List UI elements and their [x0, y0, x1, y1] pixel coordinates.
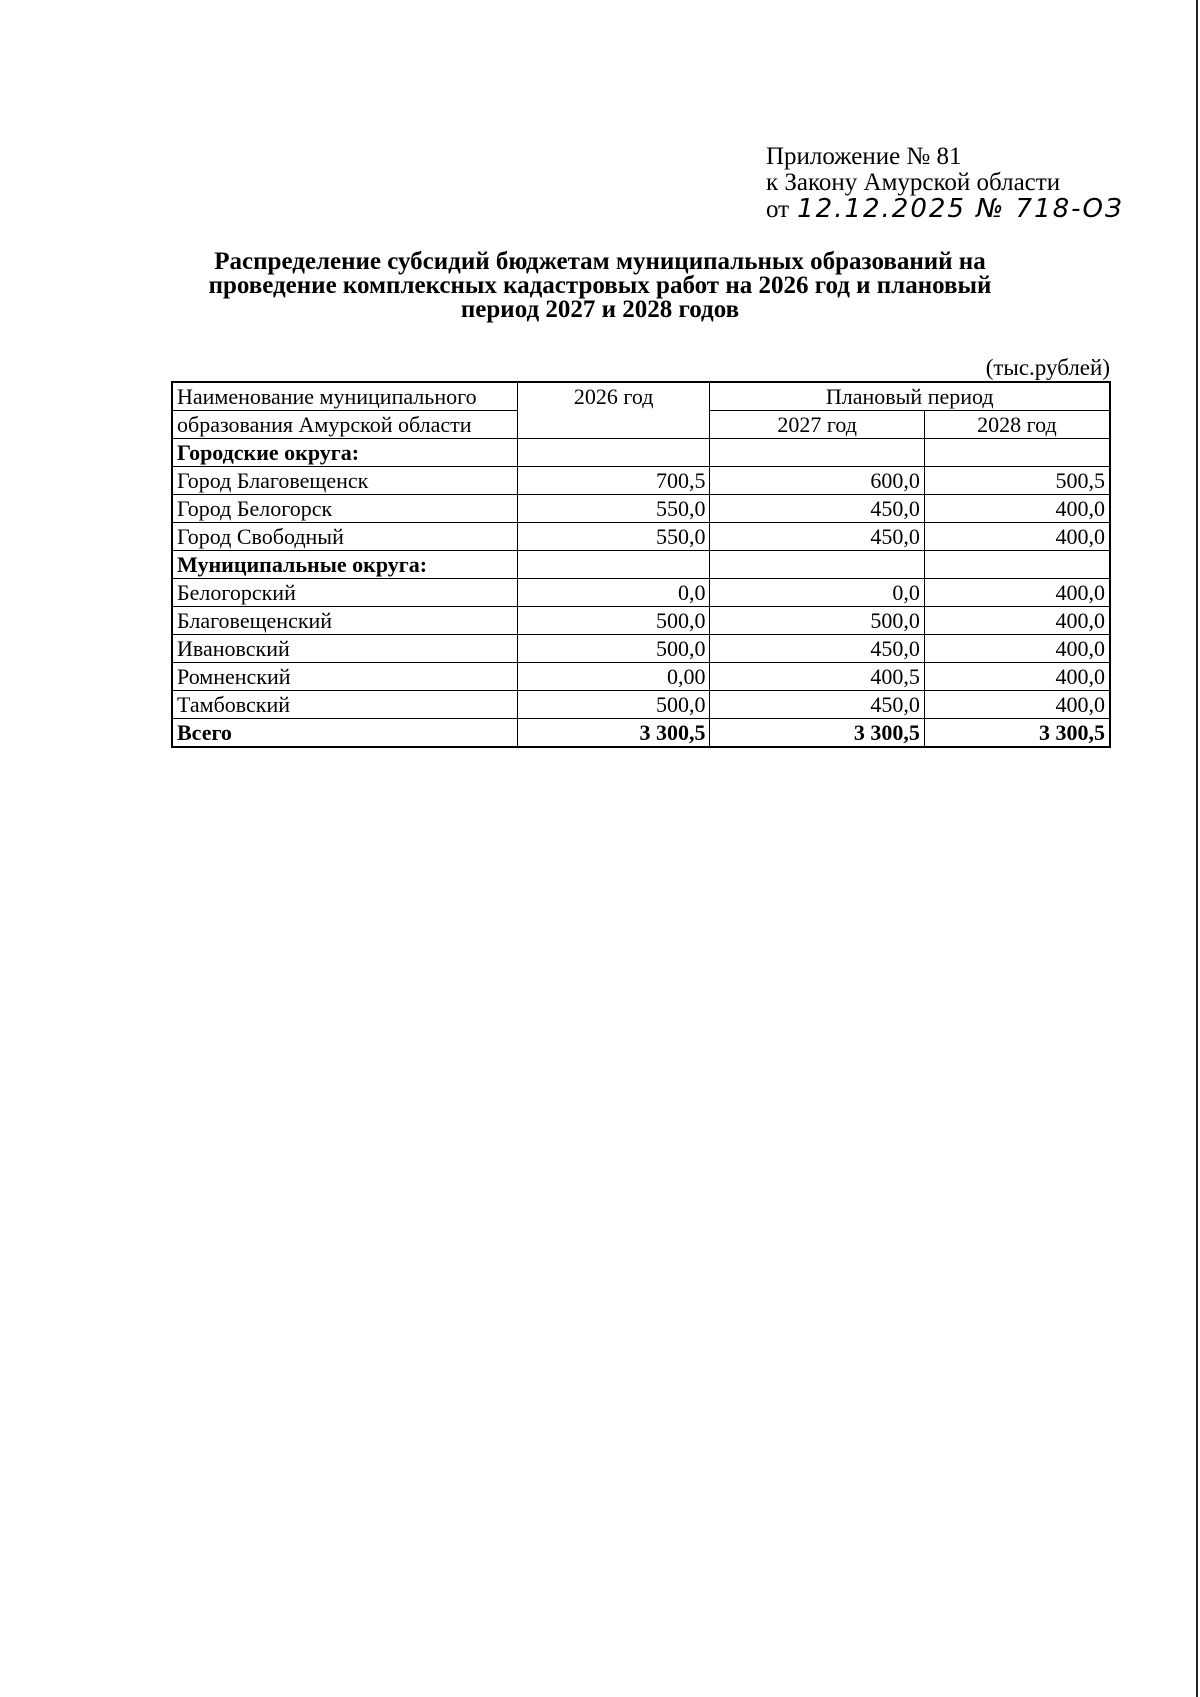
cell-name: Город Свободный	[172, 523, 517, 551]
table-row	[172, 691, 1110, 719]
table-row	[172, 663, 1110, 691]
appendix-date-prefix: от	[766, 196, 790, 223]
cell-2026: 500,0	[517, 691, 710, 719]
cell-2028: 400,0	[924, 523, 1110, 551]
cell-2026: 500,0	[517, 607, 710, 635]
cell-2028: 3 300,5	[924, 719, 1110, 748]
scan-edge-line	[1196, 0, 1198, 1697]
cell-2027: 450,0	[710, 495, 924, 523]
header-row-1	[172, 382, 1110, 411]
cell-name: Ромненский	[172, 663, 517, 691]
cell-name: Город Благовещенск	[172, 467, 517, 495]
cell-name: Городские округа:	[172, 439, 517, 467]
cell-2028: 400,0	[924, 635, 1110, 663]
cell-2028	[924, 439, 1110, 467]
section-row	[172, 551, 1110, 579]
appendix-date-line	[766, 196, 1124, 223]
table-row	[172, 523, 1110, 551]
appendix-block	[766, 144, 1124, 223]
cell-2028: 500,5	[924, 467, 1110, 495]
appendix-number: Приложение № 81	[766, 143, 962, 170]
cell-2028	[924, 551, 1110, 579]
cell-2027: 0,0	[710, 579, 924, 607]
cell-2027	[710, 439, 924, 467]
cell-name: Благовещенский	[172, 607, 517, 635]
cell-name: Тамбовский	[172, 691, 517, 719]
cell-name: Город Белогорск	[172, 495, 517, 523]
cell-2026: 700,5	[517, 467, 710, 495]
total-row	[172, 719, 1110, 748]
section-row	[172, 439, 1110, 467]
appendix-law-reference: к Закону Амурской области	[766, 169, 1061, 196]
header-2028: 2028 год	[924, 411, 1110, 439]
header-name-line-2: образования Амурской области	[172, 411, 517, 439]
header-planned-period: Плановый период	[710, 382, 1110, 411]
cell-name: Всего	[172, 719, 517, 748]
cell-2026: 500,0	[517, 635, 710, 663]
title-line-2: проведение комплексных кадастровых работ на 2026 год и плановый	[208, 272, 992, 299]
cell-2027: 3 300,5	[710, 719, 924, 748]
cell-2026: 0,0	[517, 579, 710, 607]
cell-2027: 400,5	[710, 663, 924, 691]
cell-2028: 400,0	[924, 607, 1110, 635]
table-body	[172, 382, 1110, 747]
cell-2027: 600,0	[710, 467, 924, 495]
cell-2027: 450,0	[710, 691, 924, 719]
cell-2026: 550,0	[517, 523, 710, 551]
cell-2028: 400,0	[924, 691, 1110, 719]
units-label: (тыс.рублей)	[985, 355, 1110, 380]
title-line-3: период 2027 и 2028 годов	[460, 296, 740, 323]
table-row	[172, 635, 1110, 663]
cell-2027	[710, 551, 924, 579]
cell-2027: 450,0	[710, 523, 924, 551]
handwritten-date-number: 12.12.2025 № 718-ОЗ	[797, 194, 1124, 224]
cell-2026: 3 300,5	[517, 719, 710, 748]
table-row	[172, 607, 1110, 635]
header-name-line-1: Наименование муниципального	[172, 382, 517, 411]
table-row	[172, 495, 1110, 523]
cell-name: Ивановский	[172, 635, 517, 663]
cell-2028: 400,0	[924, 663, 1110, 691]
cell-2027: 500,0	[710, 607, 924, 635]
table-row	[172, 579, 1110, 607]
cell-2028: 400,0	[924, 579, 1110, 607]
cell-2026	[517, 551, 710, 579]
cell-2027: 450,0	[710, 635, 924, 663]
document-title	[150, 250, 1050, 322]
table-row	[172, 467, 1110, 495]
title-line-1: Распределение субсидий бюджетам муниципальных образований на	[214, 248, 986, 275]
cell-2026: 0,00	[517, 663, 710, 691]
cell-2026: 550,0	[517, 495, 710, 523]
cell-name: Муниципальные округа:	[172, 551, 517, 579]
cell-name: Белогорский	[172, 579, 517, 607]
subsidy-table	[171, 381, 1111, 748]
header-2027: 2027 год	[710, 411, 924, 439]
header-2026: 2026 год	[517, 382, 710, 439]
cell-2028: 400,0	[924, 495, 1110, 523]
cell-2026	[517, 439, 710, 467]
